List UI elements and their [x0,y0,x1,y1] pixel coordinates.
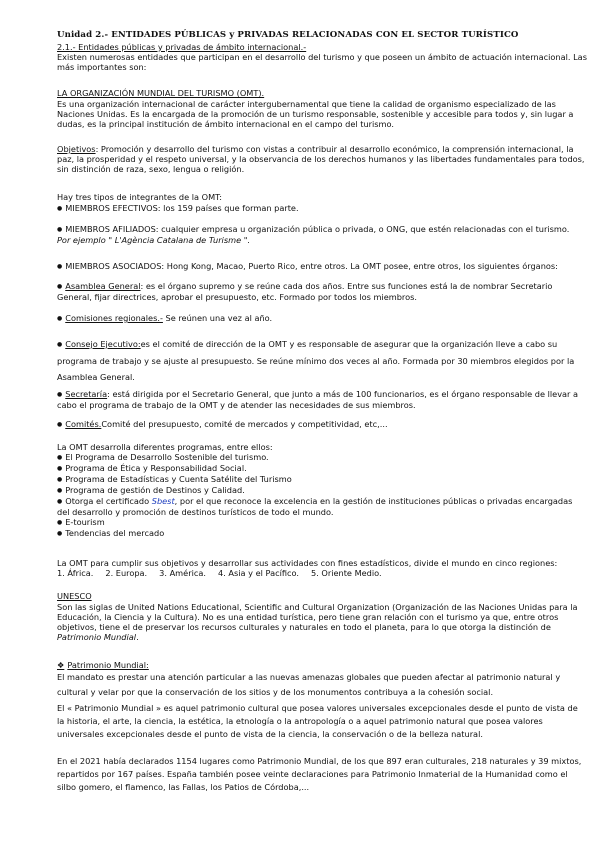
council-label: Consejo Ejecutivo: [65,339,141,349]
secretariat-text: : está dirigida por el Secretario General, que junto a más de 100 funcionarios, es el órgano responsable de llevar a cabo el programa de trabajo de la OMT y de atender las necesidades de sus miembros. [57,389,579,410]
organ-committees [57,419,587,430]
region-item: 4. Asia y el Pacífico. [217,568,299,578]
program-item: ● Programa de Estadísticas y Cuenta Satélite del Turismo [57,474,587,485]
commissions-label: Comisiones regionales.- [65,313,163,323]
regions-list [57,568,587,578]
certificate-item [57,496,587,517]
committees-label: Comités. [65,419,102,429]
certificate-name: Sbest [151,496,175,506]
program-item: ● E-tourism [57,517,587,528]
member-affiliated-example: Por ejemplo " L'Agència Catalana de Turisme ". [57,235,251,245]
region-item: 3. América. [159,568,206,578]
objectives-label: Objetivos [57,144,96,154]
heritage-stats: En el 2021 había declarados 1154 lugares como Patrimonio Mundial, de los que 897 eran culturales, 218 naturales y 39 mixtos, repartidos por 167 países. España también posee veinte declaraciones para Patrimonio Inmaterial de la Humanidad como el silbo gomero, el flamenco, las Fallas, los Patios de Córdoba,... [57,756,582,792]
omt-description: Es una organización internacional de carácter intergubernamental que tiene la calidad de organismo especializado de las Naciones Unidas. Es la encargada de la promoción de un turismo responsable, sostenible y accesible para todos y, sin lugar a dudas, es la principal institución de ámbito internacional en el campo del turismo. [57,99,574,129]
program-item: ● Tendencias del mercado [57,528,587,539]
member-affiliated: ● MIEMBROS AFILIADOS: cualquier empresa u organización pública o privada, o ONG, que estén relacionadas con el turismo. [57,224,587,235]
objectives-text: : Promoción y desarrollo del turismo con vistas a contribuir al desarrollo económico, la comprensión internacional, la paz, la prosperidad y el respeto universal, y la observancia de los derechos humanos y las libertades fundamentales para todos, sin distinción de raza, sexo, lengua o religión. [57,144,585,174]
assembly-text: : es el órgano supremo y se reúne cada dos años. Entre sus funciones está la de nombrar Secretario General, fijar directrices, aprobar el presupuesto, etc. Formado por todos los miembros. [57,281,553,302]
heritage-definition: El « Patrimonio Mundial » es aquel patrimonio cultural que posea valores universales excepcionales desde el punto de vista de la historia, el arte, la ciencia, la estética, la etnología o la antropología o a aquel patrimonio natural que posea valores universales excepcionales desde el punto de vista de la ciencia, la conservación o de la belleza natural. [57,703,578,739]
programs-block [57,442,587,539]
commissions-text: Se reúnen una vez al año. [162,313,273,323]
certificate-pre: Otorga el certificado [65,496,152,506]
omt-heading: LA ORGANIZACIÓN MUNDIAL DEL TURISMO (OMT). [57,88,265,98]
omt-objectives [57,144,587,174]
region-item: 5. Oriente Medio. [311,568,382,578]
member-associated: ● MIEMBROS ASOCIADOS: Hong Kong, Macao, Puerto Rico, entre otros. La OMT posee, entre otros, los siguientes órganos: [57,261,587,272]
organ-secretariat [57,389,587,410]
member-effective: ● MIEMBROS EFECTIVOS: los 159 países que forman parte. [57,203,587,214]
organ-council [57,336,587,385]
unesco-description [57,602,587,642]
certificate-post: , por el que reconoce la excelencia en la gestión de instituciones públicas o privadas encargadas del desarrollo y promoción de destinos turísticos de todo el mundo. [57,496,573,517]
unit-title: Unidad 2.- ENTIDADES PÚBLICAS y PRIVADAS RELACIONADAS CON EL SECTOR TURÍSTICO [57,30,519,40]
members-intro: Hay tres tipos de integrantes de la OMT: [57,192,223,202]
section-subtitle: 2.1.- Entidades públicas y privadas de ámbito internacional.- [57,42,307,52]
unesco-description-pre: Son las siglas de United Nations Educational, Scientific and Cultural Organization (Organización de las Naciones Unidas para la Educación, la Ciencia y la Cultura). No es una entidad turística, pero tiene gran relación con el turismo ya que, entre otros objetivos, tiene el de preservar los recursos culturales y naturales en todo el planeta, para lo que otorga la distinción de [57,602,578,632]
organ-commissions [57,313,587,324]
program-item: ● El Programa de Desarrollo Sostenible del turismo. [57,452,587,463]
assembly-label: Asamblea General [65,281,141,291]
regions-block [57,558,587,578]
unesco-description-em: Patrimonio Mundial [57,632,137,642]
heritage-mandate: El mandato es prestar una atención particular a las nuevas amenazas globales que pueden afectar al patrimonio natural y cultural y velar por que la conservación de los sitios y de los monumentos contribuya a la cohesión social. [57,672,561,697]
program-item: ● Programa de gestión de Destinos y Calidad. [57,485,587,496]
secretariat-label: Secretaría [65,389,108,399]
unesco-heading: UNESCO [57,591,92,601]
region-item: 2. Europa. [105,568,148,578]
program-item: ● Programa de Ética y Responsabilidad Social. [57,463,587,474]
committees-text: Comité del presupuesto, comité de mercados y competitividad, etc,... [101,419,388,429]
programs-intro: La OMT desarrolla diferentes programas, entre ellos: [57,442,273,452]
unesco-description-post: . [136,632,139,642]
regions-intro: La OMT para cumplir sus objetivos y desarrollar sus actividades con fines estadísticos, divide el mundo en cinco regiones: [57,558,558,568]
organ-assembly [57,281,587,302]
heritage-heading: ❖ Patrimonio Mundial: [57,660,587,670]
council-text: es el comité de dirección de la OMT y es responsable de asegurar que la organización lleve a cabo su programa de trabajo y se ajuste al presupuesto. Se reúne mínimo dos veces al año. Formada por 30 miembros elegidos por la Asamblea General. [57,339,575,382]
member-affiliated-block [57,224,587,245]
intro-paragraph: Existen numerosas entidades que participan en el desarrollo del turismo y que poseen un ámbito de actuación internacional. Las más importantes son: [57,52,587,72]
region-item: 1. África. [57,568,94,578]
